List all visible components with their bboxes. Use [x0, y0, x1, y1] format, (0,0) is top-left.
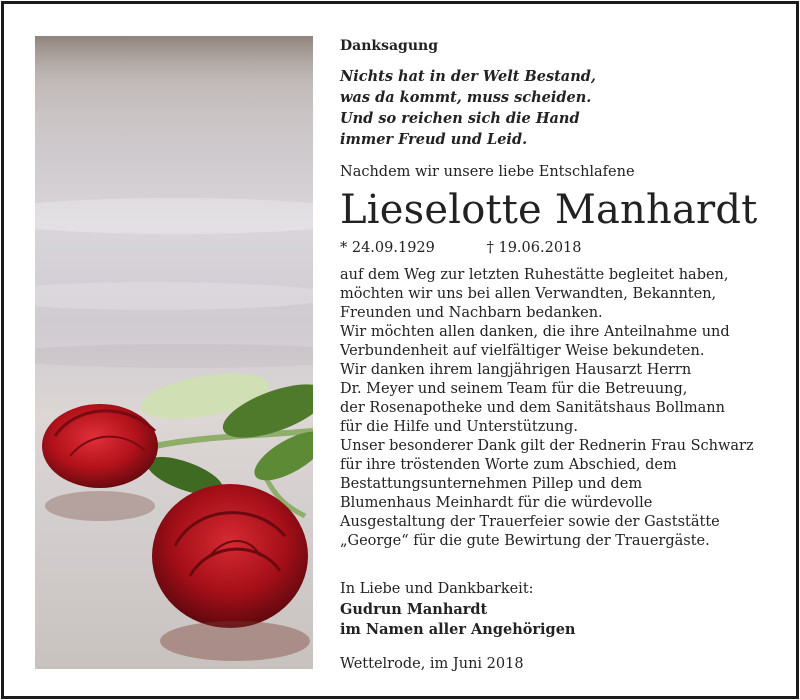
text-line: Bestattungsunternehmen Pillep und dem	[340, 476, 643, 492]
poem-line: immer Freud und Leid.	[340, 131, 528, 148]
text-line: Unser besonderer Dank gilt der Rednerin Frau Schwarz	[340, 438, 754, 454]
text-line: Blumenhaus Meinhardt für die würdevolle	[340, 495, 653, 511]
poem-line: Nichts hat in der Welt Bestand,	[340, 68, 596, 85]
deceased-name: Lieselotte Manhardt	[340, 187, 758, 233]
text-line: Ausgestaltung der Trauerfeier sowie der Gaststätte	[340, 514, 720, 530]
text-line: auf dem Weg zur letzten Ruhestätte begleitet haben,	[340, 267, 729, 283]
text-line: „George“ für die gute Bewirtung der Trauergäste.	[340, 533, 710, 549]
obituary-frame	[1, 1, 799, 699]
signatory-name: Gudrun Manhardt	[340, 601, 488, 618]
text-line: der Rosenapotheke und dem Sanitätshaus Bollmann	[340, 400, 725, 416]
birth-date: * 24.09.1929	[340, 240, 435, 256]
poem	[340, 66, 596, 150]
poem-line: Und so reichen sich die Hand	[340, 110, 580, 127]
text-line: für ihre tröstenden Worte zum Abschied, dem	[340, 457, 677, 473]
poem-line: was da kommt, muss scheiden.	[340, 89, 592, 106]
place-date: Wettelrode, im Juni 2018	[340, 656, 524, 672]
text-line: Wir möchten allen danken, die ihre Anteilnahme und	[340, 324, 730, 340]
text-line: möchten wir uns bei allen Verwandten, Bekannten,	[340, 286, 717, 302]
roses-photo	[35, 36, 313, 669]
signatories	[340, 600, 575, 640]
signatory-note: im Namen aller Angehörigen	[340, 621, 576, 638]
text-line: Verbundenheit auf vielfältiger Weise bekundeten.	[340, 343, 705, 359]
heading: Danksagung	[340, 38, 438, 54]
closing-line: In Liebe und Dankbarkeit:	[340, 581, 534, 597]
thanks-text	[340, 266, 754, 551]
text-line: für die Hilfe und Unterstützung.	[340, 419, 578, 435]
text-line: Dr. Meyer und seinem Team für die Betreuung,	[340, 381, 688, 397]
text-line: Wir danken ihrem langjährigen Hausarzt Herrn	[340, 362, 692, 378]
text-line: Freunden und Nachbarn bedanken.	[340, 305, 603, 321]
death-date: † 19.06.2018	[486, 240, 582, 256]
intro-text: Nachdem wir unsere liebe Entschlafene	[340, 164, 635, 180]
life-dates	[340, 238, 582, 258]
